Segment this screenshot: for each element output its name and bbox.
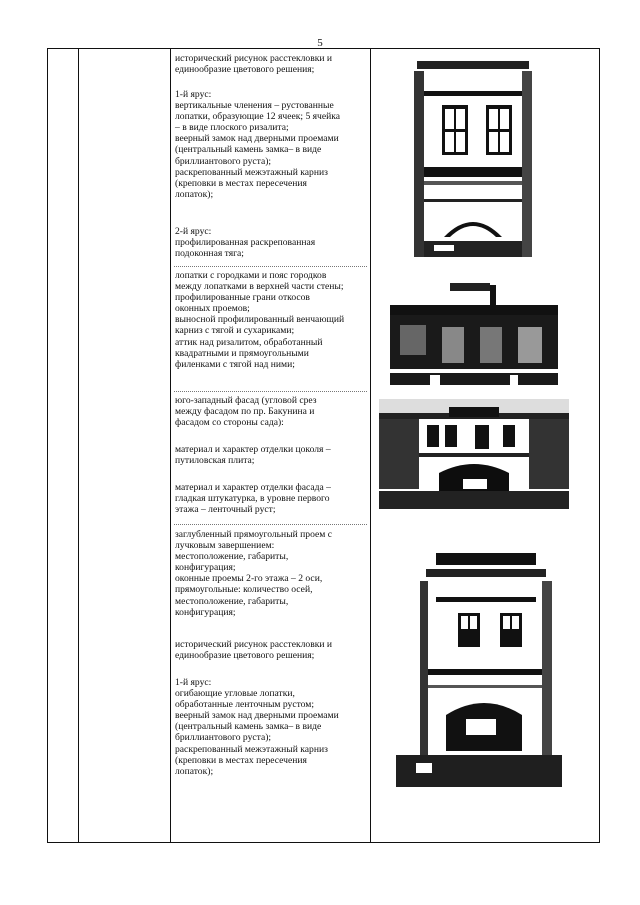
page-number: 5 xyxy=(317,37,323,49)
paragraph: заглубленный прямоугольный проем с лучковым завершением: местоположение, габариты, конфигурация; оконные проемы 2-го этажа – 2 оси, прямоугольные: количество осей, местоположение, габариты, конфигурация; xyxy=(175,529,333,618)
paragraph: 1-й ярус: огибающие угловые лопатки, обработанные ленточным рустом; веерный замок над дверными проемами (центральный камень замка– в виде бриллиантового руста); раскрепованный межэтажный карниз (креповки в местах пересечения лопаток); xyxy=(175,677,339,777)
facade-photo-2 xyxy=(390,281,558,385)
paragraph: материал и характер отделки цоколя – путиловская плита; xyxy=(175,444,331,467)
facade-photo-1 xyxy=(414,61,532,257)
row-separator xyxy=(174,391,367,392)
paragraph: 2-й ярус: профилированная раскрепованная подоконная тяга; xyxy=(175,226,316,260)
facade-photo-3 xyxy=(379,399,569,509)
facade-photo-4 xyxy=(396,551,562,787)
document-table xyxy=(47,48,600,843)
row-separator xyxy=(174,266,367,267)
paragraph: лопатки с городками и пояс городков между лопатками в верхней части стены; профилированные грани откосов оконных проемов; выносной профилированный венчающий карниз с тягой и сухариками; аттик над ризалитом, обработанный квадратными и прямоугольными филенками с тягой над ними; xyxy=(175,270,345,370)
paragraph: материал и характер отделки фасада – гладкая штукатурка, в уровне первого этажа – ленточный руст; xyxy=(175,482,331,516)
column-divider xyxy=(170,49,171,842)
paragraph: исторический рисунок расстекловки и единообразие цветового решения; xyxy=(175,639,333,662)
paragraph: юго-западный фасад (угловой срез между фасадом по пр. Бакунина и фасадом со стороны сада): xyxy=(175,395,317,429)
paragraph: 1-й ярус: вертикальные членения – рустованные лопатки, образующие 12 ячеек; 5 ячейка – в виде плоского ризалита; веерный замок над дверными проемами (центральный камень замка– в виде бриллиантового руста); раскрепованный межэтажный карниз (креповки в местах пересечения лопаток); xyxy=(175,89,341,200)
paragraph: исторический рисунок расстекловки и единообразие цветового решения; xyxy=(175,53,333,76)
column-divider xyxy=(370,49,371,842)
row-separator xyxy=(174,524,367,525)
column-divider xyxy=(78,49,79,842)
